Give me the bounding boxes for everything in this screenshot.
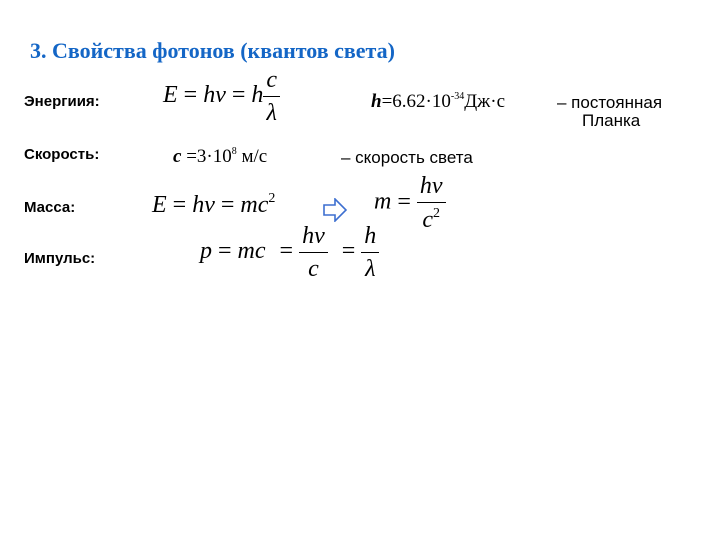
fraction-numerator: h	[361, 224, 379, 253]
fraction-numerator: c	[263, 68, 280, 97]
fraction-denominator	[417, 203, 446, 232]
equals-sign: =	[341, 238, 356, 265]
energy-label: Энергиия:	[24, 93, 100, 110]
energy-term-h: h	[251, 82, 264, 109]
momentum-label: Импульс:	[24, 250, 96, 267]
planck-symbol: h	[371, 91, 382, 112]
mass-result-formula	[374, 174, 446, 232]
equals-sign: =	[218, 238, 232, 265]
planck-desc-line1: – постоянная	[557, 93, 663, 112]
mass-term-hnu: hν	[192, 192, 215, 218]
planck-exponent: -34	[450, 91, 465, 102]
mass-result-fraction	[417, 174, 446, 232]
mass-term-mc: mc	[240, 192, 269, 218]
equals-sign: =	[183, 82, 198, 109]
fraction-numerator: hν	[417, 174, 446, 203]
mass-label: Масса:	[24, 199, 76, 216]
fraction-numerator: hν	[299, 224, 328, 253]
mass-power: 2	[268, 191, 276, 206]
speed-symbol: c	[173, 146, 182, 167]
momentum-fraction-1	[299, 224, 328, 281]
mass-result-den: c	[422, 207, 434, 233]
energy-fraction	[263, 68, 280, 125]
fraction-denominator: λ	[266, 100, 277, 126]
planck-constant	[371, 91, 505, 113]
planck-value: =6.62·10	[381, 91, 451, 112]
planck-desc-line2: Планка	[582, 111, 641, 130]
planck-unit: Дж·с	[464, 91, 506, 112]
equals-sign: =	[231, 82, 246, 109]
slide-title: 3. Свойства фотонов (квантов света)	[30, 38, 395, 63]
equals-sign: =	[397, 188, 411, 215]
speed-unit: м/с	[236, 146, 268, 167]
equals-sign: =	[172, 192, 187, 218]
speed-label: Скорость:	[24, 146, 100, 163]
energy-formula	[163, 68, 280, 125]
fraction-denominator: λ	[365, 256, 376, 282]
speed-desc: – скорость света	[341, 148, 473, 167]
equals-sign: =	[279, 238, 294, 265]
energy-lhs: E	[163, 82, 178, 109]
mass-energy-formula	[152, 191, 275, 219]
mass-result-power: 2	[433, 206, 441, 221]
fraction-denominator: c	[308, 256, 319, 282]
hollow-right-arrow-icon	[323, 198, 347, 222]
mass-result-lhs: m	[374, 188, 392, 215]
speed-exponent: 8	[231, 146, 237, 157]
equals-sign: =	[220, 192, 235, 218]
momentum-fraction-2	[361, 224, 379, 281]
energy-term-hnu: hν	[203, 82, 226, 109]
speed-value: =3·10	[181, 146, 232, 167]
speed-of-light-value	[173, 146, 267, 168]
momentum-formula	[200, 224, 379, 281]
mass-lhs: E	[152, 192, 167, 218]
momentum-lhs: p	[200, 238, 212, 265]
momentum-term-mc: mc	[237, 238, 266, 265]
